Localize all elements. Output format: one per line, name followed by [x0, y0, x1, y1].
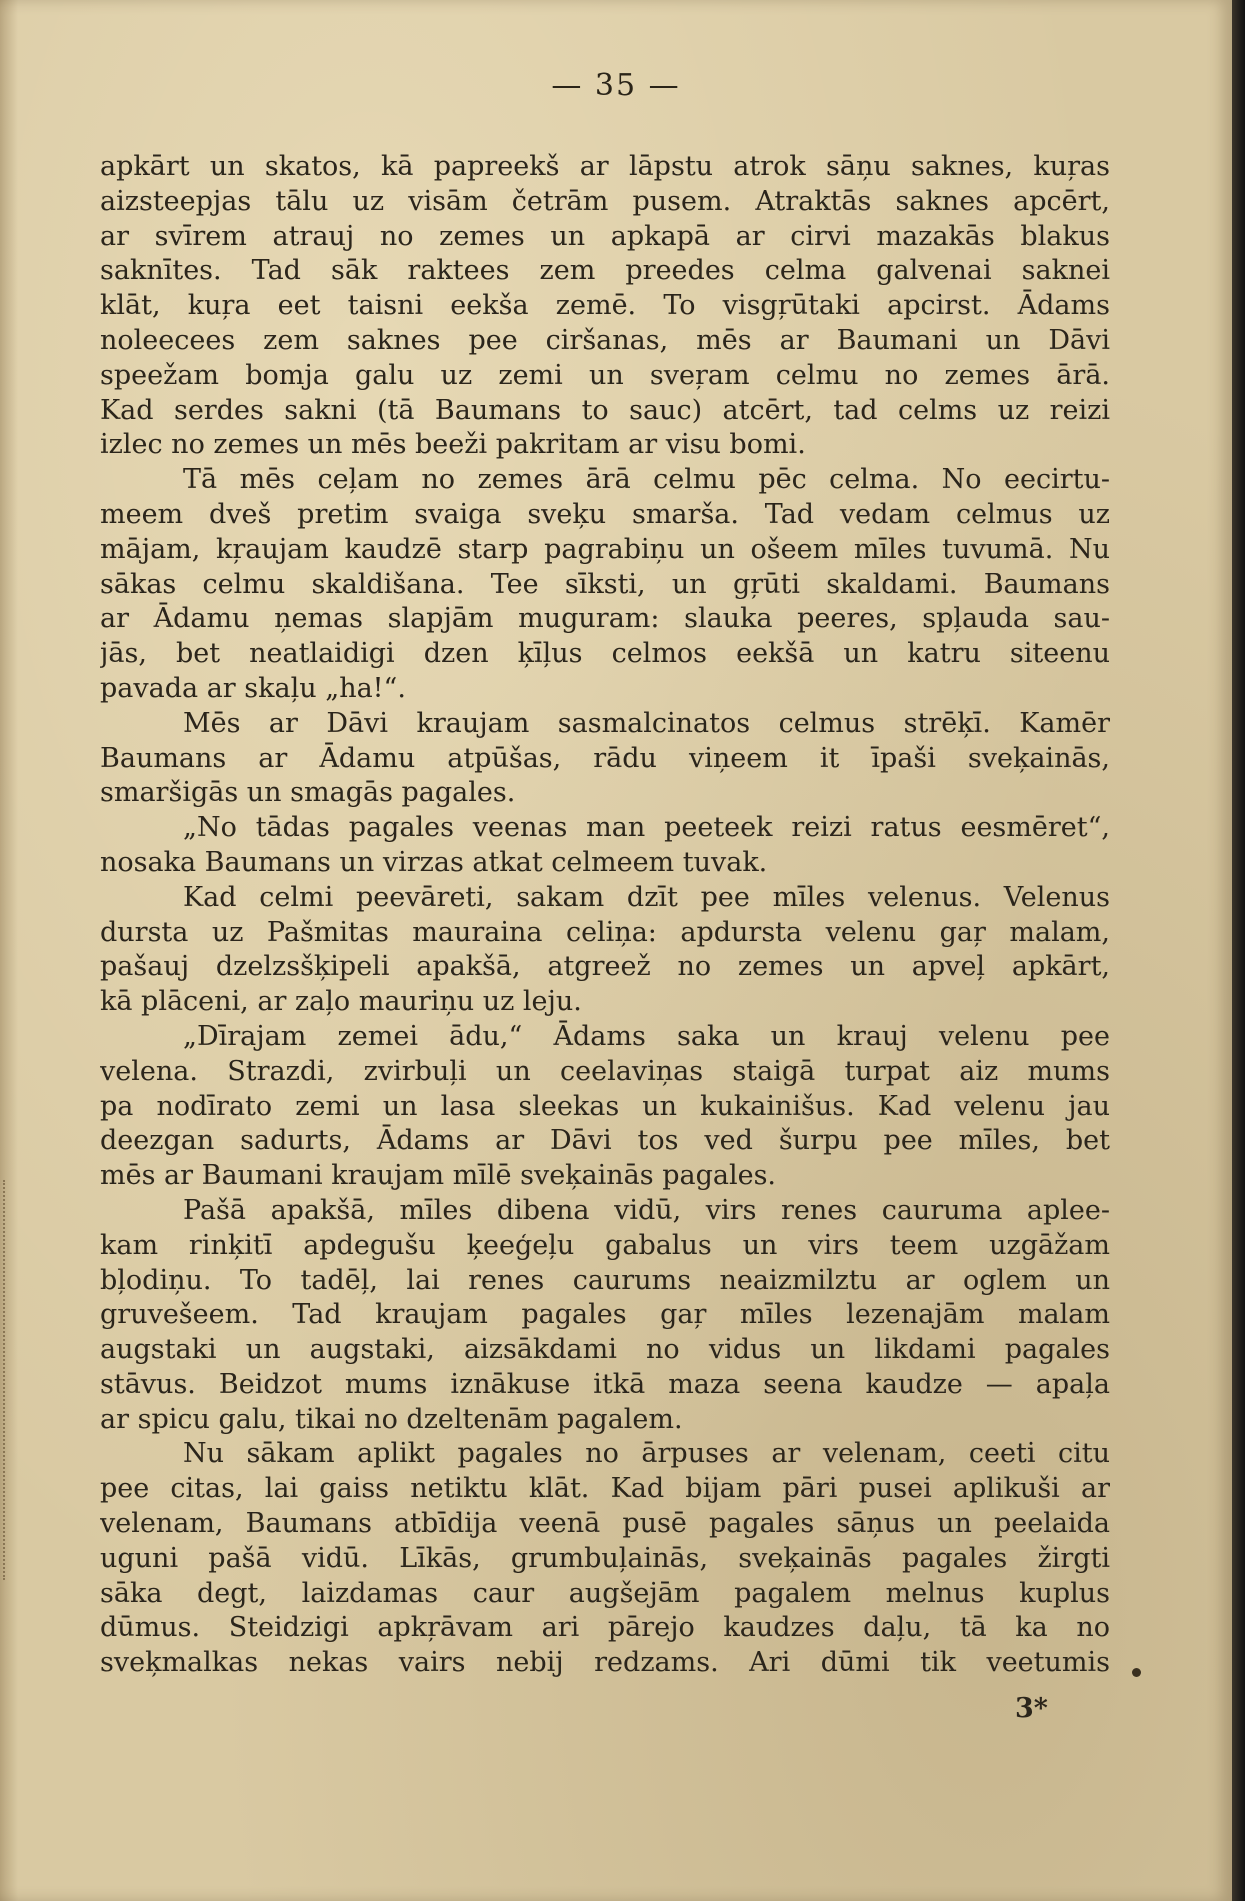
text-line: deezgan sadurts, Ādams ar Dāvi tos ved šurpu pee mīles, bet [100, 1125, 1110, 1157]
text-line: izlec no zemes un mēs beeži pakritam ar visu bomi. [100, 429, 806, 461]
text-line: noleecees zem saknes pee ciršanas, mēs ar Baumani un Dāvi [100, 324, 1110, 356]
text-line: speežam bomja galu uz zemi un sveŗam celmu no zemes ārā. [100, 359, 1110, 391]
margin-marks [3, 1180, 11, 1580]
page-number-header: — 35 — [551, 68, 681, 103]
text-line: uguni pašā vidū. Līkās, grumbuļainās, sveķainās pagales žirgti [100, 1542, 1110, 1574]
text-line: apkārt un skatos, kā papreekš ar lāpstu atrok sāņu saknes, kuŗas [100, 151, 1110, 182]
text-line: Baumans ar Ādamu atpūšas, rādu viņeem it īpaši sveķainās, [100, 742, 1110, 774]
page-edge-stain [0, 0, 18, 1901]
book-spine-edge [1232, 0, 1245, 1901]
text-line: Mēs ar Dāvi kraujam sasmalcinatos celmus strēķī. Kamēr [183, 707, 1110, 739]
text-line: sveķmalkas nekas vairs nebij redzams. Ari dūmi tik veetumis [100, 1647, 1110, 1679]
text-line: jās, bet neatlaidigi dzen ķīļus celmos eekšā un katru siteenu [100, 638, 1110, 670]
text-line: dūmus. Steidzigi apkŗāvam ari pārejo kaudzes daļu, tā ka no [100, 1612, 1110, 1644]
text-line: ar svīrem atrauj no zemes un apkapā ar cirvi mazakās blakus [100, 220, 1110, 252]
text-line: ar Ādamu ņemas slapjām muguram: slauka peeres, spļauda sau- [100, 603, 1110, 635]
text-line: augstaki un augstaki, aizsākdami no vidus un likdami pagales [100, 1334, 1110, 1366]
text-line: velenam, Baumans atbīdija veenā pusē pagales sāņus un peelaida [100, 1508, 1110, 1540]
text-line: velena. Strazdi, zvirbuļi un ceelaviņas staigā turpat aiz mums [100, 1055, 1110, 1087]
text-line: kā plāceni, ar zaļo mauriņu uz leju. [100, 986, 582, 1018]
text-line: mājam, kŗaujam kaudzē starp pagrabiņu un ošeem mīles tuvumā. Nu [100, 533, 1110, 565]
text-line: „No tādas pagales veenas man peeteek reizi ratus eesmēret“, [183, 812, 1110, 844]
text-line: saknītes. Tad sāk raktees zem preedes celma galvenai saknei [100, 255, 1110, 287]
text-line: klāt, kuŗa eet taisni eekša zemē. To visgŗūtaki apcirst. Ādams [100, 290, 1110, 322]
text-line: Kad serdes sakni (tā Baumans to sauc) atcērt, tad celms uz reizi [100, 394, 1110, 426]
text-line: kam rinķitī apdegušu ķeeģeļu gabalus un virs teem uzgāžam [100, 1229, 1110, 1261]
ink-dot [1132, 1668, 1141, 1677]
text-line: pee citas, lai gaiss netiktu klāt. Kad bijam pāri pusei aplikuši ar [100, 1473, 1110, 1505]
text-line: ar spicu galu, tikai no dzeltenām pagalem. [100, 1403, 683, 1435]
text-line: mēs ar Baumani kraujam mīlē sveķainās pagales. [100, 1160, 777, 1192]
text-line: aizsteepjas tālu uz visām četrām pusem. Atraktās saknes apcērt, [100, 185, 1110, 217]
text-line: „Dīrajam zemei ādu,“ Ādams saka un krauj velenu pee [183, 1020, 1110, 1052]
text-line: Kad celmi peevāreti, sakam dzīt pee mīles velenus. Velenus [183, 881, 1110, 913]
text-line: stāvus. Beidzot mums iznākuse itkā maza seena kaudze — apaļa [100, 1368, 1110, 1400]
printer-signature-mark: 3* [1015, 1693, 1048, 1724]
text-line: nosaka Baumans un virzas atkat celmeem tuvak. [100, 846, 768, 878]
text-line: sākas celmu skaldišana. Tee sīksti, un gŗūti skaldami. Baumans [100, 568, 1110, 600]
text-line: gruvešeem. Tad kraujam pagales gaŗ mīles lezenajām malam [100, 1299, 1110, 1331]
text-line: pavada ar skaļu „ha!“. [100, 672, 406, 704]
text-line: pa nodīrato zemi un lasa sleekas un kukainišus. Kad velenu jau [100, 1090, 1110, 1122]
text-line: meem dveš pretim svaiga sveķu smarša. Tad vedam celmus uz [100, 498, 1110, 530]
text-line: sāka degt, laizdamas caur augšejām pagalem melnus kuplus [100, 1577, 1110, 1609]
text-line: bļodiņu. To tadēļ, lai renes caurums neaizmilztu ar oglem un [100, 1264, 1110, 1296]
text-line: Pašā apakšā, mīles dibena vidū, virs renes cauruma aplee- [183, 1194, 1110, 1226]
text-line: Nu sākam aplikt pagales no ārpuses ar velenam, ceeti citu [183, 1438, 1110, 1470]
text-line: pašauj dzelzsšķipeli apakšā, atgreež no zemes un apveļ apkārt, [100, 951, 1110, 983]
text-line: dursta uz Pašmitas mauraina celiņa: apdursta velenu gaŗ malam, [100, 916, 1110, 948]
text-line: smaršigās un smagās pagales. [100, 777, 516, 809]
body-text [100, 150, 1110, 1681]
text-line: Tā mēs ceļam no zemes ārā celmu pēc celma. No eecirtu- [183, 464, 1110, 496]
